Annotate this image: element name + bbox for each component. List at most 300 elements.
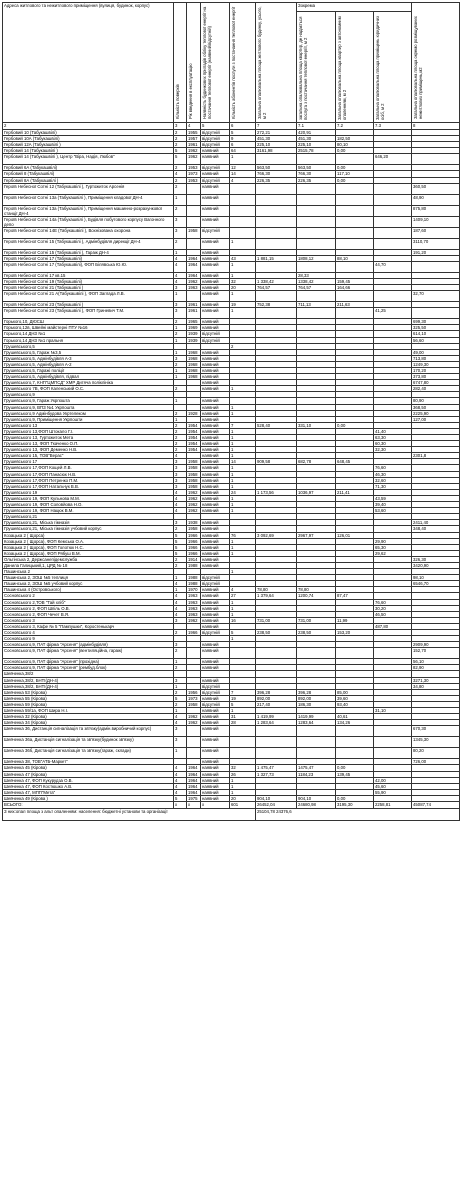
cell-c8: 3110,70: [412, 238, 460, 249]
cell-address: Грушевського 13, ФОП Деменко Н.В.: [3, 447, 174, 453]
cell-c71: [297, 726, 336, 737]
cell-address: Героїв Небесної Сотні 15 (Табукашвілі ), Адмінбудівля дирекції ДН-4: [3, 238, 174, 249]
cell-heated-area: 1 379,64: [256, 593, 297, 599]
cell-subscribers: 76: [230, 532, 256, 538]
cell-subscribers: 26: [230, 771, 256, 777]
cell-c73: 42,00: [374, 777, 412, 783]
cell-meter: наявний: [201, 605, 230, 611]
cell-year: 1968: [187, 349, 201, 355]
cell-floors: 2: [174, 142, 187, 148]
cell-c73: 32,60: [374, 477, 412, 483]
cell-year: 1962: [187, 148, 201, 154]
cell-year: 1966: [187, 544, 201, 550]
cell-floors: 1: [174, 194, 187, 205]
cell-c71: [297, 737, 336, 748]
cell-address: Грушевського,21, Міська гімназія учбовий корпус: [3, 526, 174, 532]
cell-heated-area: 3 092,69: [256, 532, 297, 538]
cell-subscribers: 1: [230, 495, 256, 501]
cell-meter: наявний: [201, 648, 230, 659]
cell-meter: наявний: [201, 194, 230, 205]
cell-floors: 3: [174, 471, 187, 477]
cell-year: 1958: [187, 471, 201, 477]
table-row: [3, 308, 460, 319]
table-body: [3, 130, 460, 802]
cell-floors: 5: [174, 148, 187, 154]
cell-subscribers: 7: [230, 422, 256, 428]
cell-meter: наявний: [201, 471, 230, 477]
cell-address: Шевченка,38/2, БНТІ(ДН-4): [3, 677, 174, 683]
cell-meter: наявний: [201, 428, 230, 434]
cell-floors: 2: [174, 238, 187, 249]
table-row: [3, 238, 460, 249]
cell-c72: [336, 227, 374, 238]
cell-year: 1988: [187, 575, 201, 581]
cell-floors: 4: [174, 765, 187, 771]
cell-subscribers: 1: [230, 428, 256, 434]
cell-floors: 3: [174, 483, 187, 489]
cell-address: Гербовий 14 (Табукашвілі ), Центр "Віра, Надія, Любов": [3, 154, 174, 165]
cell-c72: 0,00: [336, 795, 374, 801]
cell-c72: 182,50: [336, 136, 374, 142]
cell-c8: 56,60: [412, 337, 460, 343]
cell-year: 1962: [187, 508, 201, 514]
cell-heated-area: [256, 737, 297, 748]
cell-address: Козацька 2 ( Щорса), ФОП Кемська О.А.: [3, 538, 174, 544]
cell-heated-area: [256, 205, 297, 216]
cell-c71: 682,78: [297, 459, 336, 465]
cell-address: Шевченка 59 (Кірова): [3, 701, 174, 707]
cell-address: Шевченка 34 (Кірова): [3, 720, 174, 726]
cell-heated-area: [256, 238, 297, 249]
cell-floors: 3: [174, 285, 187, 291]
cell-floors: 4: [174, 789, 187, 795]
cell-floors: 5: [174, 544, 187, 550]
cell-floors: 2: [174, 556, 187, 562]
colnum: 7.2: [336, 123, 374, 130]
cell-c8: [412, 261, 460, 272]
cell-floors: 2: [174, 386, 187, 392]
cell-meter: наявний: [201, 714, 230, 720]
cell-floors: 2: [174, 136, 187, 142]
cell-c71: 1475,47: [297, 765, 336, 771]
cell-c8: 3271,30: [412, 677, 460, 683]
cell-floors: 1: [174, 748, 187, 759]
cell-address: Грушевського,5, Адмінбудівля А-2: [3, 361, 174, 367]
total-cell: 2258,81: [374, 801, 412, 808]
header-c8: Загальна опалювальна площа окремо розміщуваних нежитлових приміщень,м2: [412, 3, 460, 123]
cell-address: Шевченка 53 (Кірова): [3, 689, 174, 695]
cell-c8: 2411,40: [412, 520, 460, 526]
cell-year: [187, 748, 201, 759]
cell-c73: 29,90: [374, 538, 412, 544]
cell-meter: відсутній: [201, 701, 230, 707]
cell-floors: 5: [174, 695, 187, 701]
cell-floors: 3: [174, 216, 187, 227]
cell-heated-area: [256, 194, 297, 205]
cell-year: 1962: [187, 489, 201, 495]
cell-subscribers: 1: [230, 789, 256, 795]
cell-meter: наявний: [201, 765, 230, 771]
cell-meter: наявний: [201, 783, 230, 789]
cell-heated-area: [256, 308, 297, 319]
cell-subscribers: 20: [230, 285, 256, 291]
header-floors: Кількість поверхів: [174, 3, 187, 123]
cell-floors: 1: [174, 416, 187, 422]
cell-address: Козацька 2 ( Щорса), ФОП Голотюк Н.С.: [3, 544, 174, 550]
cell-address: Грушевського,21, Міська гімназія: [3, 520, 174, 526]
cell-meter: наявний: [201, 623, 230, 629]
cell-c73: 41,25: [374, 308, 412, 319]
total-cell: 3195,30: [336, 801, 374, 808]
cell-address: Героїв Небесної Сотні 14а (Табукашвілі ), Будівля побутового корпусу Вагонного депо: [3, 216, 174, 227]
cell-c71: 1200,74: [297, 593, 336, 599]
cell-heated-area: [256, 261, 297, 272]
table-row: [3, 261, 460, 272]
cell-floors: 3: [174, 677, 187, 683]
cell-year: 1954: [187, 441, 201, 447]
cell-c8: 98,10: [412, 575, 460, 581]
cell-floors: 5: [174, 532, 187, 538]
cell-c8: 191,20: [412, 249, 460, 255]
cell-subscribers: 1: [230, 471, 256, 477]
cell-subscribers: [230, 227, 256, 238]
cell-floors: 3: [174, 227, 187, 238]
cell-c72: [336, 154, 374, 165]
cell-floors: 2: [174, 630, 187, 636]
cell-floors: 2: [174, 361, 187, 367]
cell-year: 1958: [187, 465, 201, 471]
cell-floors: 1: [174, 325, 187, 331]
cell-meter: наявний: [201, 291, 230, 302]
cell-c8: 34,80: [412, 683, 460, 689]
table-row: [3, 648, 460, 659]
total-cell: 45087,74: [412, 801, 460, 808]
cell-floors: 1: [174, 587, 187, 593]
cell-c73: [374, 748, 412, 759]
cell-meter: наявний: [201, 520, 230, 526]
cell-year: 1958: [187, 477, 201, 483]
cell-meter: відсутній: [201, 575, 230, 581]
cell-c73: 487,80: [374, 623, 412, 629]
cell-heated-area: 396,28: [256, 689, 297, 695]
cell-subscribers: 5: [230, 130, 256, 136]
cell-floors: 4: [174, 783, 187, 789]
cell-floors: 3: [174, 465, 187, 471]
cell-year: 1964: [187, 272, 201, 278]
cell-address: Грушевського 17,ФОП Петренко П.М.: [3, 477, 174, 483]
cell-address: Грушевського 13: [3, 422, 174, 428]
cell-address: Грушевського,7, КНП"ЦМПСД" ХМР Дитяча поліклініка: [3, 380, 174, 386]
cell-meter: наявний: [201, 538, 230, 544]
cell-year: [187, 238, 201, 249]
cell-address: Грушевського,9, Гараж Укрпошта: [3, 398, 174, 404]
cell-c71: 1338,42: [297, 278, 336, 284]
cell-address: Шевченка 36а, Дистанція сигналізація та зв'язку(будинок зв'язку): [3, 737, 174, 748]
cell-c71: [297, 748, 336, 759]
cell-subscribers: 1: [230, 465, 256, 471]
cell-year: 1963: [187, 285, 201, 291]
cell-meter: наявний: [201, 726, 230, 737]
cell-c72: [336, 291, 374, 302]
cell-c72: 211,63: [336, 302, 374, 308]
cell-c73: 53,60: [374, 508, 412, 514]
cell-address: Грушевського 13, Гуртожиток Мета: [3, 435, 174, 441]
cell-floors: 1: [174, 659, 187, 665]
cell-subscribers: 9: [230, 136, 256, 142]
total-label: ВСЬОГО:: [3, 801, 174, 808]
cell-year: 1954: [187, 447, 201, 453]
cell-address: Героїв Небесної Сотні 12 (Табукашвілі ), Гуртожиток Арсенія: [3, 183, 174, 194]
cell-c73: 646,20: [374, 154, 412, 165]
cell-c72: 153,20: [336, 630, 374, 636]
cell-address: Грушевського 7В, ФОП Каленський О.С.: [3, 386, 174, 392]
cell-year: 1914: [187, 556, 201, 562]
cell-c8: 373,80: [412, 374, 460, 380]
cell-c72: 39,60: [336, 695, 374, 701]
cell-year: 1968: [187, 374, 201, 380]
cell-address: Шевченка 49 (Кірова ): [3, 795, 174, 801]
cell-c71: 238,50: [297, 630, 336, 636]
cell-heated-area: [256, 291, 297, 302]
cell-c71: 563,50: [297, 165, 336, 171]
cell-subscribers: 7: [230, 689, 256, 695]
cell-floors: 4: [174, 495, 187, 501]
cell-heated-area: 766,30: [256, 171, 297, 177]
cell-c72: 159,45: [336, 278, 374, 284]
cell-address: Шевченка 36, Дистанція сигналізація та зв'язку(адмін.виробничий корпус): [3, 726, 174, 737]
header-c71: загальна опалювальна площа квартир, де надається послуга з постачання теплової енергії, м 2: [297, 12, 336, 123]
cell-year: 1955: [187, 130, 201, 136]
cell-meter: наявний: [201, 617, 230, 623]
cell-meter: наявний: [201, 349, 230, 355]
table-row: [3, 205, 460, 216]
cell-meter: наявний: [201, 483, 230, 489]
cell-subscribers: [230, 726, 256, 737]
cell-c73: 76,60: [374, 465, 412, 471]
cell-c8: 348,40: [412, 526, 460, 532]
cell-address: Горького,14 ДНЗ №1: [3, 331, 174, 337]
cell-address: Сосновського,9, ПАТ фірма "Арсеня" (адмінбудівля): [3, 642, 174, 648]
table-row: [3, 726, 460, 737]
cell-subscribers: 1: [230, 636, 256, 642]
cell-address: Горького,12в, Швейні майстерні ПТУ №16: [3, 325, 174, 331]
cell-year: 1964: [187, 255, 201, 261]
cell-heated-area: 1 475,47: [256, 765, 297, 771]
cell-year: [187, 183, 201, 194]
cell-meter: наявний: [201, 183, 230, 194]
cell-year: 1964: [187, 777, 201, 783]
cell-year: 1988: [187, 581, 201, 587]
cell-floors: 3: [174, 355, 187, 361]
cell-c8: 6747,80: [412, 380, 460, 386]
cell-meter: наявний: [201, 285, 230, 291]
cell-address: Козацька 2 ( Щорса): [3, 532, 174, 538]
cell-c71: 420,91: [297, 130, 336, 136]
table-row: [3, 227, 460, 238]
cell-year: 1961: [187, 308, 201, 319]
header-heated-area: Загальна опалювальна площа житлового будинку, усього, м 2: [256, 3, 297, 123]
cell-meter: наявний: [201, 477, 230, 483]
cell-c73: [374, 183, 412, 194]
cell-c71: 711,13: [297, 302, 336, 308]
cell-year: 1968: [187, 367, 201, 373]
header-row: [3, 3, 460, 12]
cell-c73: 32,30: [374, 447, 412, 453]
cell-c8: 670,30: [412, 726, 460, 737]
cell-subscribers: 20: [230, 795, 256, 801]
cell-floors: 1: [174, 337, 187, 343]
cell-floors: 2: [174, 562, 187, 568]
table-row: [3, 748, 460, 759]
cell-floors: 3: [174, 617, 187, 623]
cell-c8: 187,60: [412, 227, 460, 238]
cell-meter: наявний: [201, 459, 230, 465]
cell-floors: 5: [174, 538, 187, 544]
note-row: [3, 808, 460, 820]
cell-c73: [374, 648, 412, 659]
cell-address: Героїв Небесної Сотні 14Е (Табукашвілі ), Вохнізована охорона: [3, 227, 174, 238]
cell-address: Грушевського,9, Приміщення Укрпошти: [3, 416, 174, 422]
cell-year: 1962: [187, 714, 201, 720]
cell-c73: 45,60: [374, 783, 412, 789]
cell-address: Сосновського 2,ТОВ "Тай хліб": [3, 599, 174, 605]
cell-c71: 186,30: [297, 701, 336, 707]
cell-floors: 2: [174, 205, 187, 216]
cell-year: 1962: [187, 720, 201, 726]
cell-meter: відсутній: [201, 581, 230, 587]
cell-c8: 1249,30: [412, 361, 460, 367]
cell-address: Гербовий 12А (Табукашвілі ): [3, 142, 174, 148]
cell-c8: 6546,70: [412, 581, 460, 587]
cell-c8: 614,10: [412, 331, 460, 337]
cell-year: 1954: [187, 435, 201, 441]
cell-floors: 2: [174, 441, 187, 447]
cell-subscribers: 1: [230, 599, 256, 605]
cell-meter: наявний: [201, 249, 230, 255]
cell-floors: 1: [174, 575, 187, 581]
cell-c73: [374, 227, 412, 238]
cell-c73: [374, 737, 412, 748]
total-cell: 601: [230, 801, 256, 808]
cell-subscribers: 6: [230, 142, 256, 148]
cell-c8: 1409,10: [412, 216, 460, 227]
cell-heated-area: 909,58: [256, 459, 297, 465]
cell-address: Грушевського,5, Гараж №3,5: [3, 349, 174, 355]
cell-heated-area: [256, 154, 297, 165]
cell-meter: відсутній: [201, 165, 230, 171]
cell-floors: 1: [174, 367, 187, 373]
cell-subscribers: 14: [230, 171, 256, 177]
cell-c71: 892,00: [297, 695, 336, 701]
cell-meter: відсутній: [201, 130, 230, 136]
cell-address: Гербовий 8А (Табукашвілі ): [3, 177, 174, 183]
cell-subscribers: 1: [230, 291, 256, 302]
cell-subscribers: 1: [230, 308, 256, 319]
cell-subscribers: 1: [230, 708, 256, 714]
cell-address: Шевченка 55 (Кірова): [3, 695, 174, 701]
cell-meter: наявний: [201, 278, 230, 284]
cell-subscribers: [230, 194, 256, 205]
colnum: 7.3: [374, 123, 412, 130]
cell-c71: 1283,64: [297, 720, 336, 726]
cell-meter: відсутній: [201, 689, 230, 695]
cell-year: 1962: [187, 495, 201, 501]
cell-c8: 152,70: [412, 648, 460, 659]
table-row: [3, 154, 460, 165]
cell-floors: 3: [174, 477, 187, 483]
cell-subscribers: 1: [230, 386, 256, 392]
cell-address: Сосновського 2, ФОП Чечет В.Я.: [3, 611, 174, 617]
cell-floors: 1: [174, 291, 187, 302]
cell-year: 1988: [187, 562, 201, 568]
cell-meter: наявний: [201, 695, 230, 701]
cell-floors: 2: [174, 422, 187, 428]
cell-subscribers: 19: [230, 302, 256, 308]
cell-meter: відсутній: [201, 177, 230, 183]
colnum: 7.1: [297, 123, 336, 130]
cell-floors: 2: [174, 701, 187, 707]
cell-c71: 28,33: [297, 272, 336, 278]
cell-meter: відсутній: [201, 142, 230, 148]
cell-meter: наявний: [201, 374, 230, 380]
cell-meter: наявний: [201, 789, 230, 795]
cell-heated-area: [256, 227, 297, 238]
cell-c73: 41,40: [374, 428, 412, 434]
cell-address: Героїв Небесної Сотні 13а (Табукашвілі ), Приміщення машинно-розрахункової станції ДН-4: [3, 205, 174, 216]
cell-year: 1953: [187, 165, 201, 171]
cell-c72: [336, 205, 374, 216]
cell-subscribers: 24: [230, 489, 256, 495]
cell-floors: 4: [174, 502, 187, 508]
cell-address: Героїв Небесної Сотні 21 А(Табукашвілі ), ФОП Заглада Л.В.: [3, 291, 174, 302]
cell-meter: наявний: [201, 447, 230, 453]
cell-c72: [336, 238, 374, 249]
cell-heated-area: 1 283,64: [256, 720, 297, 726]
cell-meter: наявний: [201, 611, 230, 617]
cell-floors: 5: [174, 550, 187, 556]
cell-meter: наявний: [201, 255, 230, 261]
cell-meter: наявний: [201, 587, 230, 593]
cell-address: Героїв Небесної Сотні 15 (Табукашвілі ), Гараж ДН-4: [3, 249, 174, 255]
cell-heated-area: 1 327,73: [256, 771, 297, 777]
table-row: [3, 216, 460, 227]
cell-c71: 766,30: [297, 171, 336, 177]
cell-c73: 39,40: [374, 502, 412, 508]
cell-year: 1938: [187, 520, 201, 526]
cell-address: Гербовий 10А (Табукашвілі): [3, 136, 174, 142]
cell-address: Грушевського,5, Адмінбудівля, підвал: [3, 374, 174, 380]
cell-c72: [336, 737, 374, 748]
cell-address: Сосновського,9, ПАТ фірма "Арсеня" (рембуд.блок): [3, 665, 174, 671]
cell-year: 1958: [187, 459, 201, 465]
cell-floors: 3: [174, 302, 187, 308]
cell-meter: наявний: [201, 532, 230, 538]
cell-floors: 2: [174, 428, 187, 434]
cell-subscribers: 1: [230, 447, 256, 453]
cell-subscribers: 1: [230, 777, 256, 783]
cell-address: Пашинська 2, ЗОШ №5 учбовий корпус: [3, 581, 174, 587]
cell-c72: 80,10: [336, 142, 374, 148]
cell-subscribers: 1: [230, 441, 256, 447]
cell-floors: 2: [174, 331, 187, 337]
cell-meter: наявний: [201, 404, 230, 410]
cell-c71: [297, 261, 336, 272]
cell-c8: 3420,90: [412, 562, 460, 568]
cell-c72: 134,26: [336, 720, 374, 726]
heating-area-register: [2, 2, 460, 821]
cell-c71: 396,28: [297, 689, 336, 695]
cell-c72: 87,47: [336, 593, 374, 599]
